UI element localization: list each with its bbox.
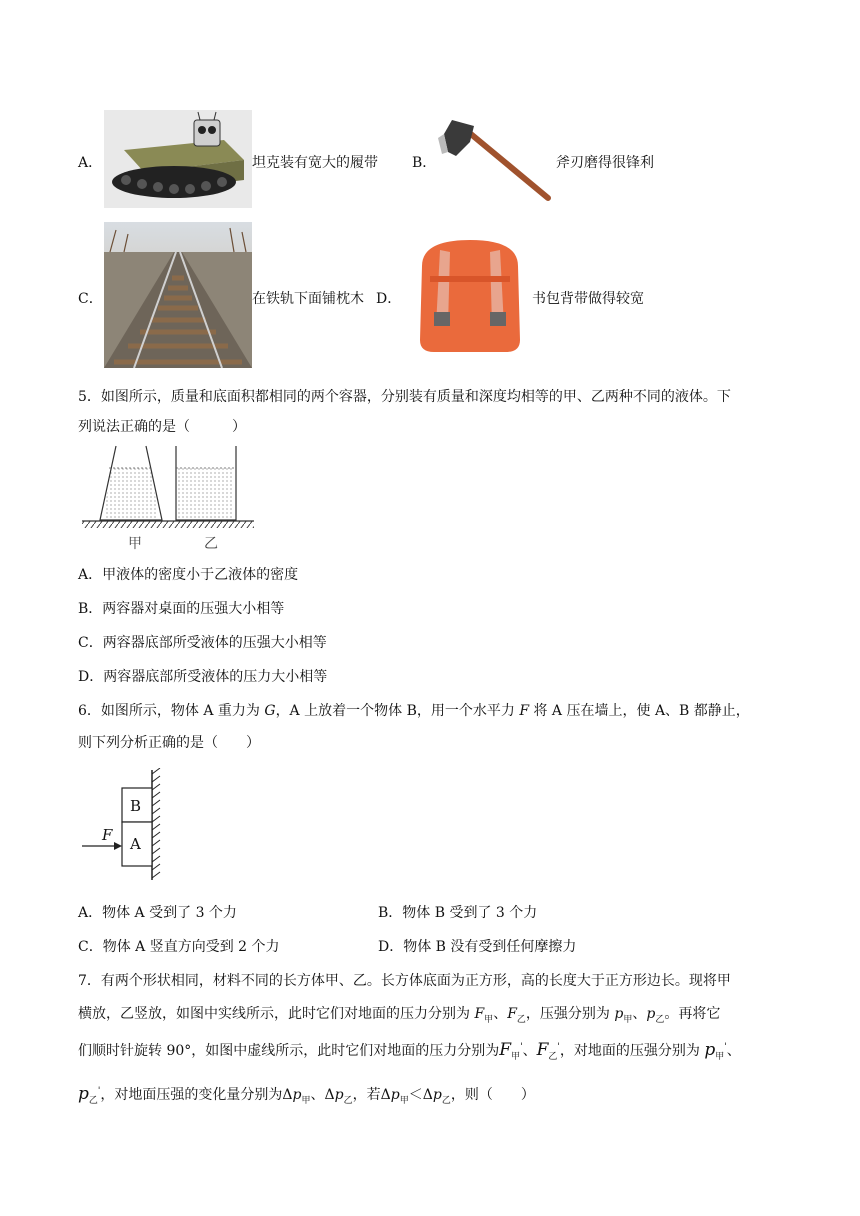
sub-yi: 乙 <box>441 1095 451 1106</box>
q5-option-a: A．甲液体的密度小于乙液体的密度 <box>78 567 299 583</box>
var-p: p <box>704 1040 716 1060</box>
sep: 、 <box>726 1043 741 1059</box>
sep: 、 <box>632 1006 647 1022</box>
q7-text: ，对地面的压强分别为 <box>559 1043 705 1059</box>
prime: ' <box>557 1042 560 1053</box>
q6-wall-figure <box>80 768 180 882</box>
sub-jia: 甲 <box>623 1014 633 1025</box>
sub-yi: 乙 <box>343 1095 353 1106</box>
q6-fig-label-a: A <box>130 835 141 853</box>
q5-option-c: C．两容器底部所受液体的压强大小相等 <box>78 635 327 651</box>
q7-text: ，压强分别为 <box>525 1006 615 1022</box>
option-letter-c: C． <box>78 291 103 307</box>
var-g: G <box>264 703 276 719</box>
q6-text: ，A 上放着一个物体 B，用一个水平力 <box>275 703 520 719</box>
q7-text: 横放，乙竖放，如图中实线所示，此时它们对地面的压力分别为 <box>78 1006 475 1022</box>
q5-fig-label-yi: 乙 <box>204 536 218 552</box>
axe-image <box>430 112 554 202</box>
q7-text: 们顺时针旋转 90°，如图中虚线所示，此时它们对地面的压力分别为 <box>78 1043 500 1059</box>
q5-stem-line2: 列说法正确的是（ ） <box>78 419 246 435</box>
var-p: p <box>78 1084 89 1104</box>
sub-jia: 甲 <box>399 1095 409 1106</box>
q7-text: ，对地面压强的变化量分别为Δ <box>100 1087 293 1103</box>
var-p: p <box>292 1087 302 1103</box>
option-letter-d: D． <box>376 291 402 307</box>
option-text-a: 坦克装有宽大的履带 <box>252 155 378 171</box>
q5-option-b: B．两容器对桌面的压强大小相等 <box>78 601 285 617</box>
sub-yi: 乙 <box>516 1014 526 1025</box>
var-f: F <box>474 1006 485 1022</box>
var-p: p <box>432 1087 442 1103</box>
q6-text: 将 A 压在墙上，使 A、B 都静止， <box>529 703 750 719</box>
q6-option-a: A．物体 A 受到了 3 个力 <box>78 905 237 921</box>
q6-option-d: D．物体 B 没有受到任何摩擦力 <box>378 939 577 955</box>
q7-stem-line4: $p_乙'$，对地面压强的变化量分别为$\Delta p_甲$、$\Delta p_乙$，若$\Delta p_甲<\Delta p_乙$，则（ ） <box>78 1084 535 1106</box>
sub-jia: 甲 <box>715 1051 725 1062</box>
sub-yi: 乙 <box>655 1014 665 1025</box>
var-p: p <box>646 1006 656 1022</box>
q7-text: ，则（ ） <box>450 1087 535 1103</box>
sub-yi: 乙 <box>548 1051 558 1062</box>
q7-stem-line2 <box>78 1003 720 1025</box>
q6-option-c: C．物体 A 竖直方向受到 2 个力 <box>78 939 280 955</box>
option-letter-b: B． <box>412 155 437 171</box>
q6-fig-label-b: B <box>130 797 142 815</box>
prime: ' <box>97 1086 101 1097</box>
var-p: p <box>334 1087 344 1103</box>
q6-fig-label-f: F <box>102 826 113 844</box>
var-f: F <box>519 703 530 719</box>
option-text-d: 书包背带做得较宽 <box>532 291 644 307</box>
q5-stem-line1: 5．如图所示，质量和底面积都相同的两个容器，分别装有质量和深度均相等的甲、乙两种不同的液体。下 <box>78 389 731 405</box>
q7-stem-line1: 7．有两个形状相同，材料不同的长方体甲、乙。长方体底面为正方形，高的长度大于正方形边长。现将甲 <box>78 973 731 989</box>
option-letter-a: A． <box>78 155 103 171</box>
lt: ＜Δ <box>408 1087 433 1103</box>
sub-jia: 甲 <box>511 1051 521 1062</box>
backpack-image <box>410 236 530 356</box>
var-f: F <box>507 1006 517 1022</box>
q5-fig-label-jia: 甲 <box>128 536 142 552</box>
sub-yi: 乙 <box>88 1095 98 1106</box>
option-text-b: 斧刃磨得很锋利 <box>556 155 654 171</box>
sep: 、 <box>522 1043 537 1059</box>
q5-containers-figure <box>82 444 254 552</box>
option-text-c: 在铁轨下面铺枕木 <box>252 291 364 307</box>
prime: ' <box>520 1042 523 1053</box>
q7-stem-line3 <box>78 1040 741 1062</box>
prime: ' <box>724 1042 727 1053</box>
sub-jia: 甲 <box>484 1014 494 1025</box>
sep: 、 <box>493 1006 508 1022</box>
q7-text: ，若Δ <box>352 1087 391 1103</box>
q6-stem-line1 <box>78 700 750 720</box>
q6-stem-line2: 则下列分析正确的是（ ） <box>78 735 260 751</box>
tank-image <box>104 110 252 208</box>
q5-option-d: D．两容器底部所受液体的压力大小相等 <box>78 669 328 685</box>
q6-option-b: B．物体 B 受到了 3 个力 <box>378 905 538 921</box>
var-p: p <box>614 1006 624 1022</box>
sub-jia: 甲 <box>301 1095 311 1106</box>
q6-text: 6．如图所示，物体 A 重力为 <box>78 703 265 719</box>
railway-image <box>104 222 252 368</box>
var-p: p <box>390 1087 400 1103</box>
q7-text: 。再将它 <box>664 1006 721 1022</box>
var-f: F <box>536 1040 549 1060</box>
var-f: F <box>499 1040 512 1060</box>
sep: 、 <box>310 1087 325 1103</box>
